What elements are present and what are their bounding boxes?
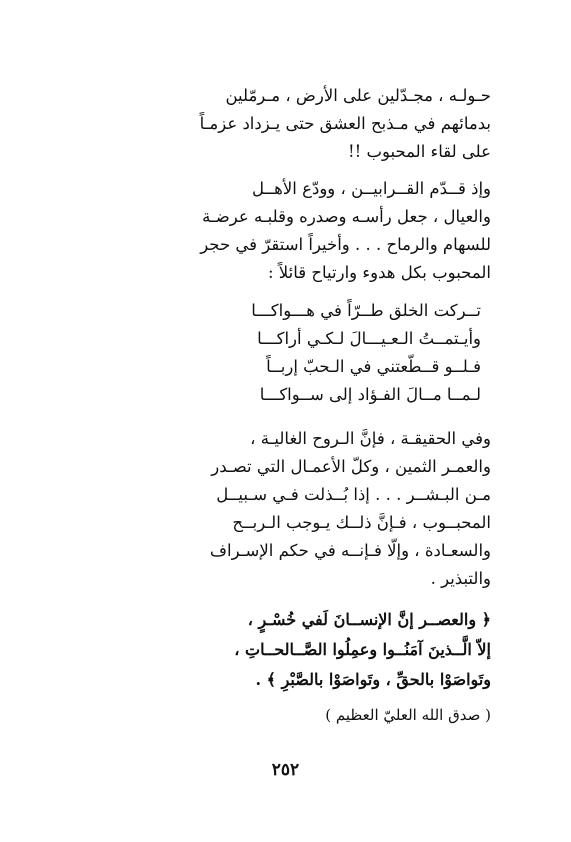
closing-phrase: ( صدق الله العليّ العظيم ): [325, 706, 491, 724]
verse-line-1: تــركت الخلق طــرّاً في هـــواكـــا: [251, 301, 481, 320]
quran-line-3: وتَواصَوْا بالحقِّ ، وتَواصَوْا بالصَّبْرِ ﴾ .: [255, 670, 491, 689]
paragraph-2-line-1: وإذ قــدّم القــرابيــن ، وودّع الأهــل: [252, 179, 491, 198]
paragraph-3: [71, 425, 491, 593]
paragraph-2: [71, 175, 491, 287]
poem-verse: [81, 297, 481, 409]
quran-line-1: ﴿ والعصــر إنَّ الإنســانَ لَفي خُسْـرٍ ،: [247, 610, 491, 629]
paragraph-2-line-3: للسهام والرماح . . . وأخيراً استقرّ في حجر: [200, 235, 491, 254]
paragraph-1-line-2: بدمائهم في مـذبح العشق حتى يـزداد عزمـاً: [199, 114, 491, 133]
verse-line-3: فـلــو قــطّعتني في الـحبّ إربــاً: [266, 357, 481, 376]
page-number: ٢٥٢: [271, 760, 300, 780]
quran-verse: [61, 605, 491, 695]
paragraph-3-line-3: مـن البـشــر . . . إذا بُــذلت فـي سـبيــل: [216, 485, 491, 504]
paragraph-3-line-4: المحبــوب ، فـإنَّ ذلــك يـوجب الـربــح: [232, 513, 491, 532]
paragraph-3-line-6: والتبذير .: [430, 569, 491, 588]
verse-line-2: وأيـتمــتُ الـعـيـــالَ لـكـي أراكـــا: [257, 329, 481, 348]
verse-line-4: لـمــا مــالَ الفـؤاد إلى ســواكـــا: [259, 385, 481, 404]
paragraph-1-line-3: على لقاء المحبوب !!: [347, 142, 491, 161]
paragraph-2-line-2: والعيال ، جعل رأسـه وصدره وقلبـه عرضـة: [202, 207, 491, 226]
paragraph-3-line-2: والعمـر الثمين ، وكلّ الأعمـال التي تصـدر: [211, 457, 491, 476]
paragraph-1: [71, 82, 491, 166]
paragraph-1-line-1: حـولـه ، مجـدّلين على الأرض ، مـرمّلين: [225, 86, 491, 105]
paragraph-3-line-5: والسعـادة ، وإلّا فـإنــه في حكم الإسـراف: [209, 541, 491, 560]
paragraph-3-line-1: وفي الحقيقـة ، فإنَّ الـروح الغاليـة ،: [250, 429, 491, 448]
paragraph-2-line-4: المحبوب بكل هدوء وارتياح قائلاً :: [267, 263, 491, 282]
quran-line-2: إلاّ الَّــذينَ آمَنُــوا وعمِلُوا الصَّــالحــاتِ ،: [234, 640, 491, 659]
